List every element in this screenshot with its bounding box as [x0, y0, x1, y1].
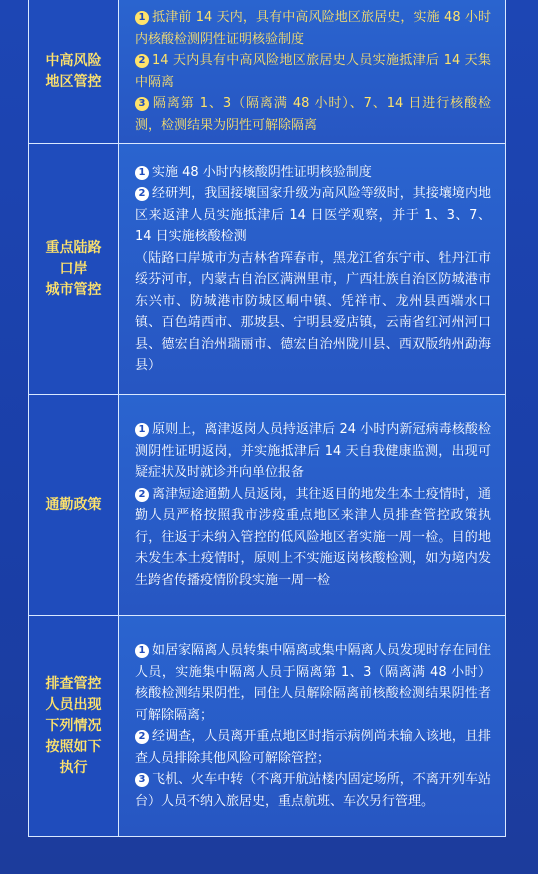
list-item: （陆路口岸城市为吉林省珲春市，黑龙江省东宁市、牡丹江市绥芬河市，内蒙古自治区满洲里市，广西壮族自治区防城港市东兴市、防城港市防城区峒中镇、凭祥市、龙州县西端水口镇、百色靖西市、那坡县、宁明县爱店镇，云南省红河州河口县、德宏自治州瑞丽市、德宏自治州陇川县、西双版纳州勐海县） [135, 250, 491, 373]
row-content [119, 144, 505, 394]
list-item: 3 隔离第 1、3（隔离满 48 小时）、7、14 日进行核酸检测，检测结果为阴性可解除隔离 [135, 96, 491, 133]
row-label: 通勤政策 [29, 395, 119, 615]
number-badge: 2 [135, 54, 149, 68]
list-item: 1 原则上，离津返岗人员持返津后 24 小时内新冠病毒核酸检测阴性证明返岗，并实施抵津后 14 天自我健康监测，出现可疑症状及时就诊并向单位报备 [135, 422, 491, 480]
row-content [119, 395, 505, 615]
table-row-land-port [29, 144, 505, 395]
row-label: 中高风险 地区管控 [29, 0, 119, 143]
list-item: 1 如居家隔离人员转集中隔离或集中隔离人员发现时存在同住人员，实施集中隔离人员于隔离第 1、3（隔离满 48 小时）核酸检测结果阴性，同住人员解除隔离前核酸检测结果阴性者可解除隔离； [135, 643, 491, 723]
number-badge: 1 [135, 166, 149, 180]
number-badge: 3 [135, 97, 149, 111]
list-item: 3 飞机、火车中转（不离开航站楼内固定场所，不离开列车站台）人员不纳入旅居史，重点航班、车次另行管理。 [135, 772, 491, 809]
table-row-high-risk [29, 0, 505, 144]
number-badge: 2 [135, 488, 149, 502]
table-row-screening [29, 616, 505, 836]
number-badge: 1 [135, 423, 149, 437]
number-badge: 1 [135, 644, 149, 658]
list-item: 2 经研判，我国接壤国家升级为高风险等级时，其接壤境内地区来返津人员实施抵津后 14 日医学观察，并于 1、3、7、14 日实施核酸检测 [135, 186, 491, 244]
row-content [119, 616, 505, 836]
list-item: 1 实施 48 小时内核酸阴性证明核验制度 [135, 162, 491, 184]
number-badge: 2 [135, 730, 149, 744]
number-badge: 1 [135, 11, 149, 25]
row-label: 排查管控 人员出现 下列情况 按照如下 执行 [29, 616, 119, 836]
number-badge: 2 [135, 187, 149, 201]
list-item: 2 离津短途通勤人员返岗，其往返目的地发生本土疫情时，通勤人员严格按照我市涉疫重点地区来津人员排查管控政策执行，往返于未纳入管控的低风险地区者实施一周一检。目的地未发生本土疫情时，原则上不实施返岗核酸检测，如为境内发生跨省传播疫情阶段实施一周一检 [135, 486, 491, 588]
list-item: 1 抵津前 14 天内，具有中高风险地区旅居史，实施 48 小时内核酸检测阴性证明核验制度 [135, 10, 491, 47]
row-content [119, 0, 505, 143]
table-row-commute [29, 395, 505, 616]
list-item: 2 经调查，人员离开重点地区时指示病例尚未输入该地，且排查人员排除其他风险可解除管控； [135, 729, 491, 766]
list-item: 2 14 天内具有中高风险地区旅居史人员实施抵津后 14 天集中隔离 [135, 53, 491, 90]
number-badge: 3 [135, 773, 149, 787]
row-label: 重点陆路 口岸 城市管控 [29, 144, 119, 394]
policy-table [28, 0, 506, 837]
